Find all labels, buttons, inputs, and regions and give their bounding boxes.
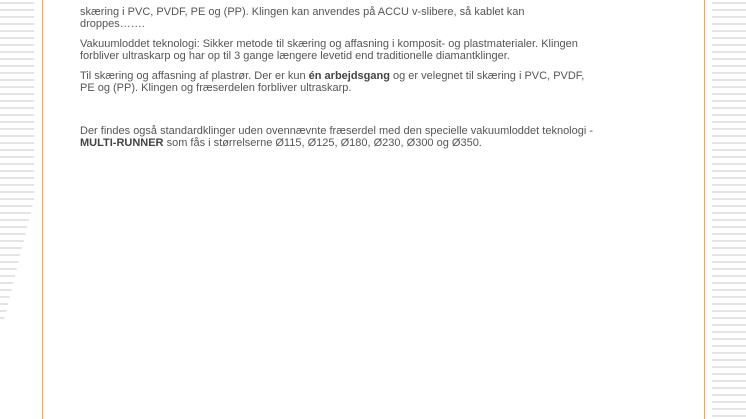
bold-text: MULTI-RUNNER: [80, 137, 164, 149]
document-body: [80, 0, 680, 157]
bold-text: én arbejdsgang: [308, 69, 390, 82]
paragraph-vakuum: [80, 38, 680, 63]
text-segment: og er velegnet til skæring i PVC, PVDF,: [389, 69, 585, 82]
text-line: droppes…….: [80, 18, 145, 30]
text-line: Vakuumloddet teknologi: Sikker metode til skæring og affasning i komposit- og plastmaterialer. Klingen: [80, 37, 578, 50]
paragraph-multi-runner: [80, 125, 680, 150]
text-line: skæring i PVC, PVDF, PE og (PP). Klingen kan anvendes på ACCU v-slibere, så kablet kan: [80, 5, 525, 18]
left-stripe-decoration: [0, 0, 38, 419]
text-line: Der findes også standardklinger uden ovennævnte fræserdel med den specielle vakuumloddet teknologi -: [80, 124, 594, 137]
paragraph-plastroer: [80, 70, 680, 95]
text-segment: Til skæring og affasning af plastrør. Der er kun: [80, 69, 309, 82]
text-line: [80, 0, 89, 5]
text-line: PE og (PP). Klingen og fræserdelen forbliver ultraskarp.: [80, 82, 352, 94]
right-margin-rule: [704, 0, 705, 419]
paragraph-accu: [80, 0, 680, 31]
text-line: forbliver ultraskarp og har op til 3 gange længere levetid end traditionelle diamantklinger.: [80, 50, 510, 62]
left-margin-rule: [42, 0, 43, 419]
right-stripe-decoration: [708, 0, 746, 419]
text-segment: som fås i størrelserne Ø115, Ø125, Ø180, Ø230, Ø300 og Ø350.: [163, 137, 482, 149]
